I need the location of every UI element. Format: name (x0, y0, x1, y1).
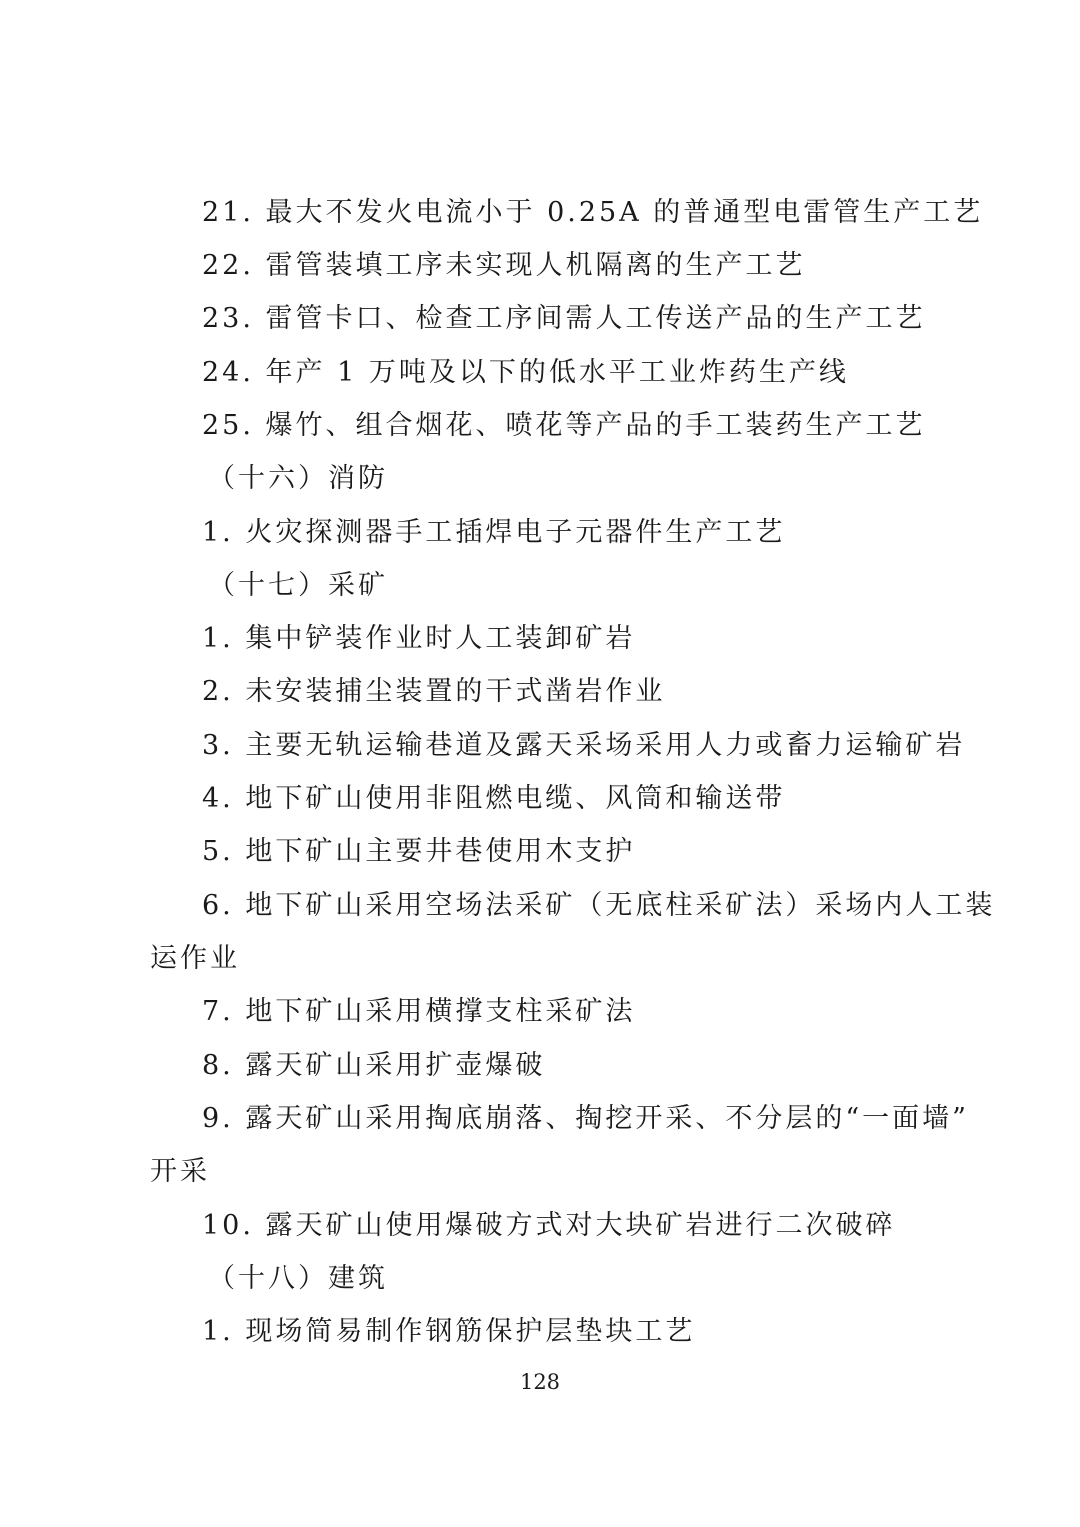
page-number: 128 (519, 1370, 561, 1394)
list-item-22: 22. 雷管装填工序未实现人机隔离的生产工艺 (202, 250, 806, 281)
list-item-mining-2: 2. 未安装捕尘装置的干式凿岩作业 (202, 676, 666, 707)
section-heading-construction: （十八）建筑 (208, 1263, 388, 1294)
list-item-mining-5: 5. 地下矿山主要井巷使用木支护 (202, 836, 636, 867)
list-item-mining-6: 6. 地下矿山采用空场法采矿（无底柱采矿法）采场内人工装 (202, 890, 996, 921)
list-item-construction-1: 1. 现场简易制作钢筋保护层垫块工艺 (202, 1316, 696, 1347)
list-item-25: 25. 爆竹、组合烟花、喷花等产品的手工装药生产工艺 (202, 410, 926, 441)
list-item-mining-9: 9. 露天矿山采用掏底崩落、掏挖开采、不分层的“一面墙” (202, 1103, 969, 1134)
list-item-24: 24. 年产 1 万吨及以下的低水平工业炸药生产线 (202, 357, 849, 388)
section-heading-fire-protection: （十六）消防 (208, 463, 388, 494)
list-item-mining-4: 4. 地下矿山使用非阻燃电缆、风筒和输送带 (202, 783, 786, 814)
list-item-mining-6-continuation: 运作业 (150, 943, 240, 974)
list-item-mining-9-continuation: 开采 (150, 1156, 210, 1187)
list-item-mining-1: 1. 集中铲装作业时人工装卸矿岩 (202, 623, 636, 654)
list-item-fire-1: 1. 火灾探测器手工插焊电子元器件生产工艺 (202, 517, 786, 548)
list-item-mining-7: 7. 地下矿山采用横撑支柱采矿法 (202, 996, 636, 1027)
list-item-21: 21. 最大不发火电流小于 0.25A 的普通型电雷管生产工艺 (202, 197, 984, 228)
list-item-mining-3: 3. 主要无轨运输巷道及露天采场采用人力或畜力运输矿岩 (202, 730, 966, 761)
section-heading-mining: （十七）采矿 (208, 570, 388, 601)
list-item-mining-8: 8. 露天矿山采用扩壶爆破 (202, 1050, 546, 1081)
list-item-23: 23. 雷管卡口、检查工序间需人工传送产品的生产工艺 (202, 303, 926, 334)
list-item-mining-10: 10. 露天矿山使用爆破方式对大块矿岩进行二次破碎 (202, 1210, 896, 1241)
